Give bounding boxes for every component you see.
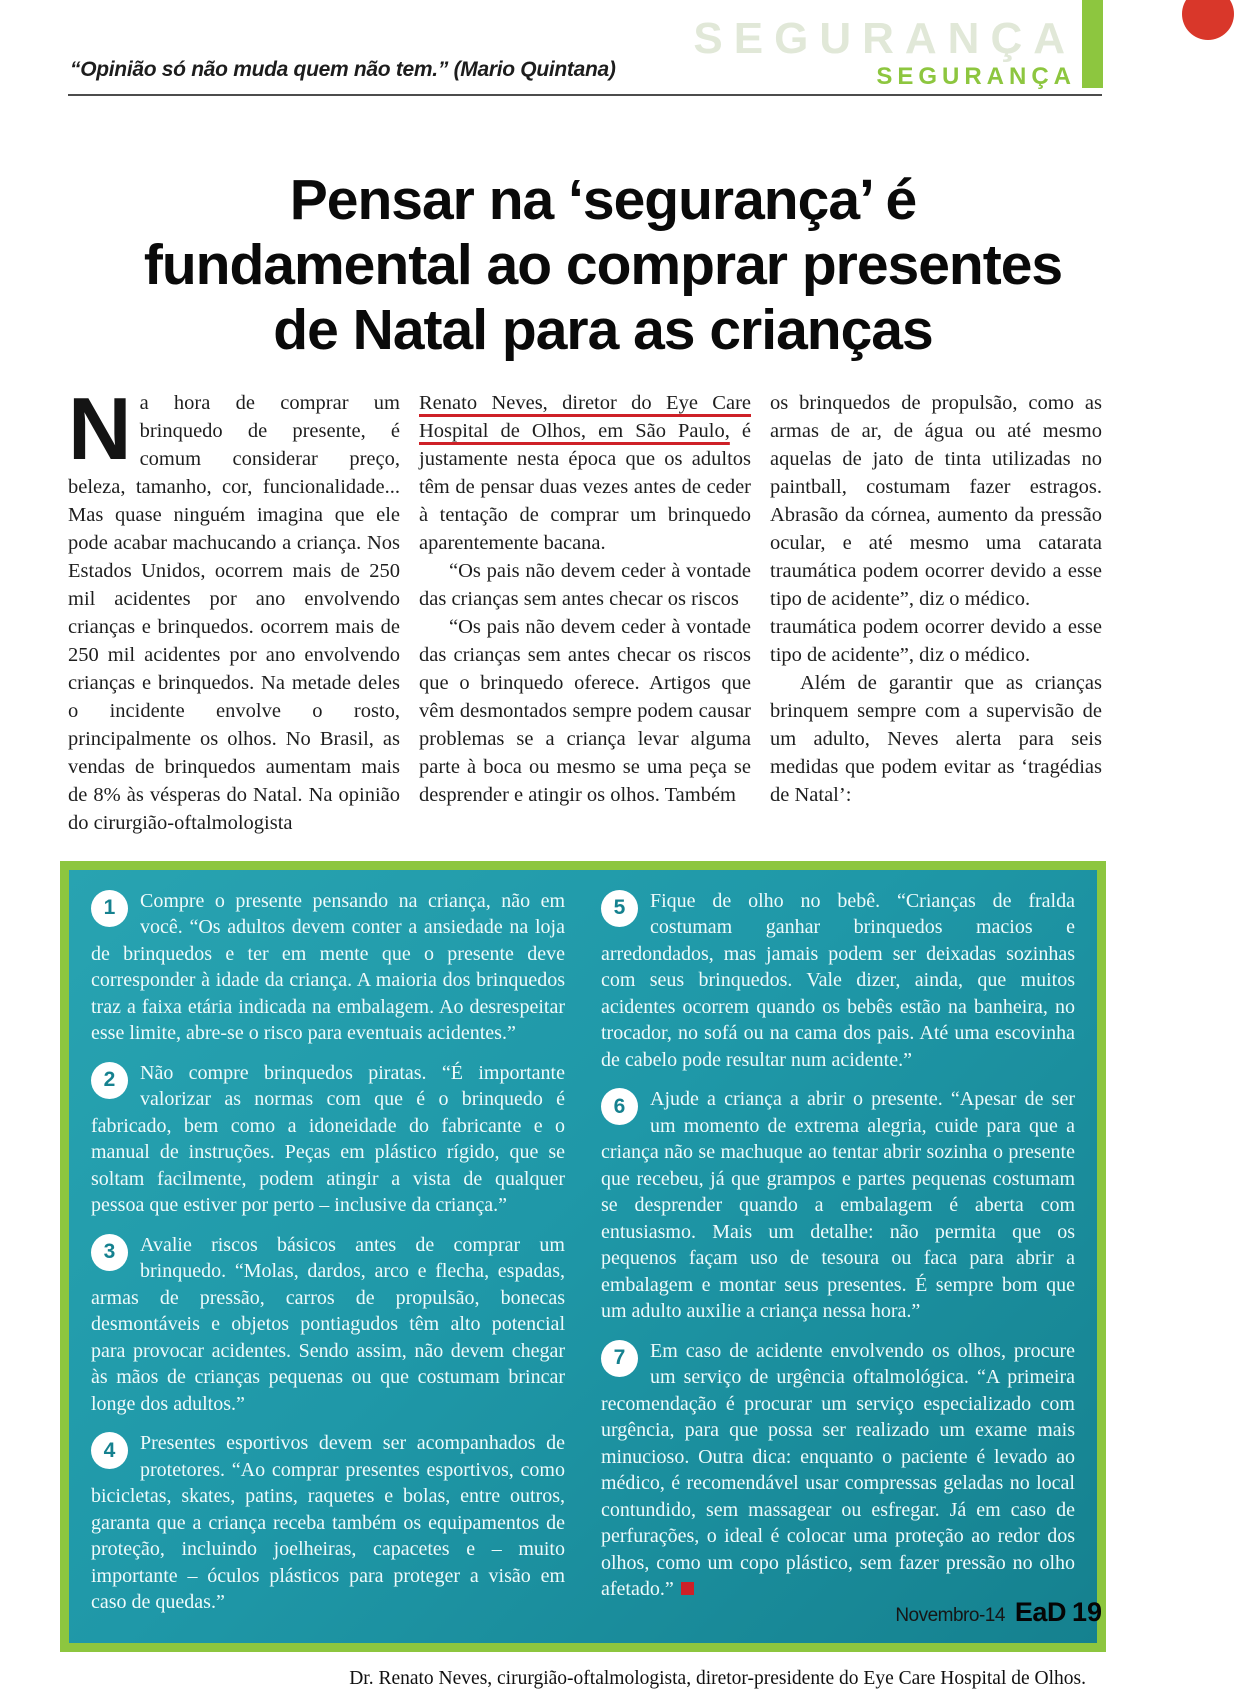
source-attribution-underlined: Renato Neves, diretor do Eye Care Hospital de Olhos, em São Paulo, <box>419 391 751 442</box>
tip-item-2 <box>91 1060 565 1219</box>
tip-item-1 <box>91 888 565 1047</box>
tip-item-7 <box>601 1338 1075 1603</box>
tip-item-6 <box>601 1086 1075 1325</box>
safety-tips-box <box>60 861 1106 1652</box>
page-number: 19 <box>1071 1597 1102 1627</box>
article-title-line-3: de Natal para as crianças <box>273 297 933 362</box>
article-column-1 <box>68 378 400 837</box>
paragraph <box>419 389 751 557</box>
drop-cap: N <box>68 378 132 478</box>
tip-text: Ajude a criança a abrir o presente. “Apesar de ser um momento de extrema alegria, cuide para que a criança não se machuque ao tentar abrir sozinha o presente que recebeu, já que grampos e partes pequenas costumam se desprender quando a embalagem é aberta com entusiasmo. Mais um detalhe: não permita que os pequenos façam uso de tesoura ou faca para abrir a embalagem e montar seus presentes. É sempre bom que um adulto auxilie a criança nessa hora.” <box>601 1088 1075 1323</box>
photo-credit-caption: Dr. Renato Neves, cirurgião-oftalmologista, diretor-presidente do Eye Care Hospital de Olhos. <box>349 1667 1086 1689</box>
tip-text: Fique de olho no bebê. “Crianças de fralda costumam ganhar brinquedos macios e arredondados, mas jamais podem ser deixadas sozinhas com seus brinquedos. Vale dizer, ainda, que muitos acidentes ocorrem quando os bebês estão na banheira, no trocador, no sofá ou na cama dos pais. Até uma escovinha de cabelo pode resultar num acidente.” <box>601 889 1075 1071</box>
section-label-watermark: SEGURANÇA <box>693 14 1076 63</box>
tip-number-badge: 1 <box>91 890 128 927</box>
paragraph: “Os pais não devem ceder à vontade das crianças sem antes checar os riscos que o brinquedo oferece. Artigos que vêm desmontados sempre podem causar problemas se a criança levar alguma parte à boca ou mesmo se uma peça se desprender e atingir os olhos. Também <box>419 615 751 806</box>
tip-text: Não compre brinquedos piratas. “É importante valorizar as normas com que é o brinquedo é fabricado, bem como a idoneidade do fabricante e o manual de instruções. Peças em plástico rígido, que se soltam facilmente, podem atingir a vista de qualquer pessoa que estiver por perto – inclusive da criança.” <box>91 1061 565 1217</box>
article-title-line-1: Pensar na ‘segurança’ é <box>289 168 917 232</box>
article-column-2 <box>419 389 751 837</box>
tips-column-right <box>601 888 1075 1629</box>
tip-text: Em caso de acidente envolvendo os olhos, procure um serviço de urgência oftalmológica. “A primeira recomendação é procurar um serviço especializado com urgência, para que possa ser realizado um exame mais minucioso. Outra dica: enquanto o paciente é levado ao médico, é recomendável usar compressas geladas no local contundido, sem massagear ou esfregar. Já em caso de perfurações, o ideal é colocar uma proteção ao redor dos olhos, como um copo plástico, sem fazer pressão no olho afetado.” <box>601 1339 1075 1601</box>
paragraph <box>68 378 400 837</box>
tips-column-left <box>91 888 565 1629</box>
tip-number-badge: 6 <box>601 1088 638 1125</box>
article-end-marker <box>681 1582 694 1595</box>
tip-text: Presentes esportivos devem ser acompanhados de protetores. “Ao comprar presentes esportivos, como bicicletas, skates, patins, raquetes e bolas, entre outros, garanta que a criança receba também os equipamentos de proteção, incluindo joelheiras, capacetes e – muito importante – óculos plásticos para proteger a visão em caso de quedas.” <box>91 1432 565 1614</box>
tip-number-badge: 4 <box>91 1432 128 1469</box>
paragraph: “Os pais não devem ceder à vontade das crianças sem antes checar os riscos <box>419 559 751 610</box>
publication-brand: EaD <box>1014 1597 1066 1627</box>
paragraph: Além de garantir que as crianças brinquem sempre com a supervisão de um adulto, Neves alerta para seis medidas que podem evitar as ‘tragédias de Natal’: <box>770 671 1102 806</box>
paragraph-text: é justamente nesta época que os adultos têm de pensar duas vezes antes de ceder à tentação de comprar um brinquedo aparentemente bacana. <box>419 419 751 554</box>
epigraph-quote: “Opinião só não muda quem não tem.” (Mario Quintana) <box>70 58 616 81</box>
tip-number-badge: 2 <box>91 1062 128 1099</box>
tip-number-badge: 3 <box>91 1234 128 1271</box>
article-body <box>68 378 1102 837</box>
tip-number-badge: 7 <box>601 1340 638 1377</box>
issue-date: Novembro-14 <box>895 1605 1005 1626</box>
article-title-line-2: fundamental ao comprar presentes <box>143 232 1063 297</box>
tip-item-5 <box>601 888 1075 1074</box>
tip-text: Avalie riscos básicos antes de comprar um brinquedo. “Molas, dardos, arco e flecha, espadas, armas de pressão, carros de propulsão, bonecas desmontáveis e objetos pontiagudos têm alto potencial para provocar acidentes. Sendo assim, não devem chegar às mãos de crianças pequenas ou que costumam brincar longe dos adultos.” <box>91 1233 565 1415</box>
paragraph: traumática podem ocorrer devido a esse tipo de acidente”, diz o médico. <box>770 615 1102 666</box>
header-rule <box>68 94 1102 96</box>
tip-number-badge: 5 <box>601 890 638 927</box>
tip-text: Compre o presente pensando na criança, não em você. “Os adultos devem conter a ansiedade na loja de brinquedos e ter em mente que o presente deve corresponder à idade da criança. A maioria dos brinquedos traz a faixa etária indicada na embalagem. Ao desrespeitar esse limite, abre-se o risco para eventuais acidentes.” <box>91 889 565 1045</box>
page-footer <box>895 1597 1102 1628</box>
tip-item-4 <box>91 1430 565 1616</box>
paragraph-text: a hora de comprar um brinquedo de presente, é comum considerar preço, beleza, tamanho, cor, funcionalidade... Mas quase ninguém imagina que ele pode acabar machucando a criança. Nos Estados Unidos, ocorrem mais de 250 mil acidentes por ano envolvendo crianças e brinquedos. ocorrem mais de 250 mil acidentes por ano envolvendo crianças e brinquedos. Na metade deles o incidente envolve o rosto, principalmente os olhos. No Brasil, as vendas de brinquedos aumentam mais de 8% às vésperas do Natal. Na opinião do cirurgião-oftalmologista <box>68 391 400 834</box>
section-green-bar <box>1082 0 1103 88</box>
paragraph: os brinquedos de propulsão, como as armas de ar, de água ou até mesmo aquelas de jato de tinta utilizadas no paintball, costumam fazer estragos. Abrasão da córnea, aumento da pressão ocular, e até mesmo uma catarata traumática podem ocorrer devido a esse tipo de acidente”, diz o médico. <box>770 391 1102 610</box>
section-label: SEGURANÇA <box>876 63 1076 90</box>
article-column-3 <box>770 389 1102 837</box>
corner-logo-circle <box>1182 0 1234 40</box>
tip-item-3 <box>91 1232 565 1418</box>
